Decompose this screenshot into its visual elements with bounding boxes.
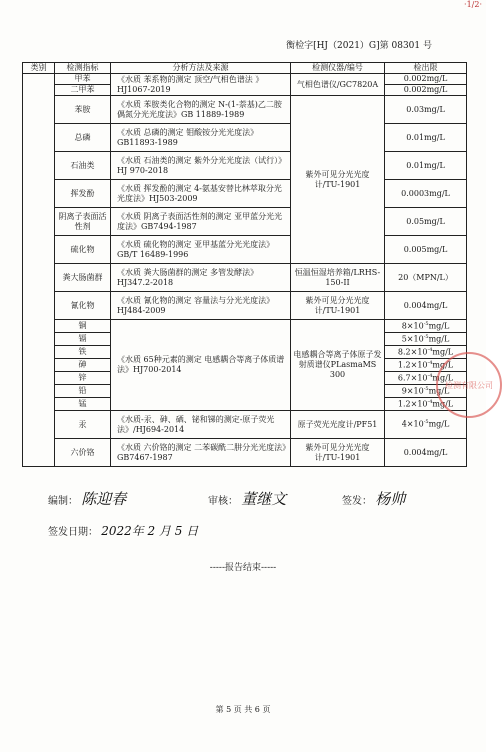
limit-cell: 0.01mg/L (385, 152, 467, 180)
limit-cell: 0.01mg/L (385, 124, 467, 152)
instrument-cell: 原子荧光光度计/PF51 (291, 411, 385, 439)
indicator-cell: 铜 (55, 320, 111, 333)
method-cell: 《水质 总磷的测定 钼酸铵分光光度法》GB11893-1989 (111, 124, 291, 152)
reviewer-signature: 董继文 (241, 490, 287, 508)
limit-cell: $8\times 10^{-5}mg/L$ (385, 320, 467, 333)
indicator-cell: 粪大肠菌群 (55, 264, 111, 292)
table-row (23, 74, 467, 85)
limit-cell: 0.004mg/L (385, 292, 467, 320)
method-cell: 《水质 硫化物的测定 亚甲基蓝分光光度法》GB/T 16489-1996 (111, 236, 291, 264)
instrument-cell: 恒温恒湿培养箱/LRHS-150-II (291, 264, 385, 292)
instrument-cell: 紫外可见分光光度计/TU-1901 (291, 292, 385, 320)
header-category: 类别 (23, 63, 55, 74)
table-row (23, 180, 467, 208)
table-row (23, 208, 467, 236)
page-number: 第 5 页 共 6 页 (215, 705, 271, 714)
indicator-cell: 锌 (55, 372, 111, 385)
limit-cell: $6.7\times 10^{-4}mg/L$ (385, 372, 467, 385)
table-header-row (23, 63, 467, 74)
method-cell: 《水质 阴离子表面活性剂的测定 亚甲蓝分光光度法》GB7494-1987 (111, 208, 291, 236)
method-cell: 《水质 苯胺类化合物的测定 N-(1-萘基)乙二胺偶氮分光光度法》GB 11889-1989 (111, 96, 291, 124)
method-cell: 《水质 65种元素的测定 电感耦合等离子体质谱法》HJ700-2014 (111, 320, 291, 411)
table-row (23, 152, 467, 180)
instrument-cell: 紫外可见分光光度计/TU-1901 (291, 96, 385, 264)
report-end-note: -----报告结束----- (209, 563, 277, 573)
table-row (23, 292, 467, 320)
signer-block (342, 488, 405, 509)
indicator-cell: 苯胺 (55, 96, 111, 124)
limit-cell: 0.0003mg/L (385, 180, 467, 208)
issue-date-value: 2022年 2 月 5 日 (101, 524, 199, 538)
category-cell (23, 74, 55, 467)
detection-method-table (22, 62, 467, 467)
limit-cell: 0.005mg/L (385, 236, 467, 264)
corner-mark: ·1/2· (464, 0, 482, 9)
table-row (23, 236, 467, 264)
indicator-cell: 砷 (55, 359, 111, 372)
limit-cell: $5\times 10^{-5}mg/L$ (385, 333, 467, 346)
signer-signature: 杨帅 (375, 490, 406, 508)
indicator-cell: 铅 (55, 385, 111, 398)
signer-label: 签发： (342, 496, 372, 507)
indicator-cell: 镉 (55, 333, 111, 346)
limit-cell: $4\times 10^{-5}mg/L$ (385, 411, 467, 439)
table-row (23, 320, 467, 333)
limit-cell: 0.002mg/L (385, 85, 467, 96)
reviewer-block (208, 488, 286, 509)
method-cell: 《水质 粪大肠菌群的测定 多管发酵法》HJ347.2-2018 (111, 264, 291, 292)
limit-cell: $9\times 10^{-5}mg/L$ (385, 385, 467, 398)
issue-date-block (48, 522, 198, 539)
table-row (23, 439, 467, 467)
reviewer-label: 审核： (208, 496, 238, 507)
editor-block (48, 488, 126, 509)
indicator-cell: 二甲苯 (55, 85, 111, 96)
report-code: 衡检字[HJ（2021）G]第 08301 号 (286, 41, 432, 51)
limit-cell: 0.004mg/L (385, 439, 467, 467)
issue-date-label: 签发日期： (48, 527, 98, 538)
method-cell: 《水质-汞、砷、硒、铋和锑的测定-原子荧光法》/HJ694-2014 (111, 411, 291, 439)
indicator-cell: 铁 (55, 346, 111, 359)
company-seal (434, 350, 504, 420)
editor-label: 编制： (48, 496, 78, 507)
indicator-cell: 甲苯 (55, 74, 111, 85)
table-row (23, 411, 467, 439)
header-instrument: 检测仪器/编号 (291, 63, 385, 74)
indicator-cell: 硫化物 (55, 236, 111, 264)
editor-signature: 陈迎春 (81, 490, 127, 508)
instrument-cell: 电感耦合等离子体原子发射质谱仪PLasmaMS 300 (291, 320, 385, 411)
method-cell: 《水质 石油类的测定 紫外分光光度法（试行）》 HJ 970-2018 (111, 152, 291, 180)
method-cell: 《水质 氰化物的测定 容量法与分光光度法》HJ484-2009 (111, 292, 291, 320)
limit-cell: $8.2\times 10^{-4}mg/L$ (385, 346, 467, 359)
instrument-cell: 气相色谱仪/GC7820A (291, 74, 385, 96)
table-row (23, 96, 467, 124)
limit-cell: 0.03mg/L (385, 96, 467, 124)
indicator-cell: 氰化物 (55, 292, 111, 320)
header-limit: 检出限 (385, 63, 467, 74)
header-indicator: 检测指标 (55, 63, 111, 74)
table-row (23, 124, 467, 152)
indicator-cell: 总磷 (55, 124, 111, 152)
limit-cell: 0.05mg/L (385, 208, 467, 236)
instrument-cell: 紫外可见分光光度计/TU-1901 (291, 439, 385, 467)
method-cell: 《水质 苯系物的测定 顶空/气相色谱法 》HJ1067-2019 (111, 74, 291, 96)
indicator-cell: 六价铬 (55, 439, 111, 467)
indicator-cell: 阴离子表面活性剂 (55, 208, 111, 236)
indicator-cell: 石油类 (55, 152, 111, 180)
limit-cell: $1.2\times 10^{-4}mg/L$ (385, 359, 467, 372)
indicator-cell: 挥发酚 (55, 180, 111, 208)
company-seal-text: 检测有限公司 (445, 381, 493, 390)
header-method: 分析方法及来源 (111, 63, 291, 74)
indicator-cell: 锰 (55, 398, 111, 411)
method-cell: 《水质 挥发酚的测定 4-氨基安替比林萃取分光光度法》HJ503-2009 (111, 180, 291, 208)
method-cell: 《水质 六价铬的测定 二苯碳酰二肼分光光度法》GB7467-1987 (111, 439, 291, 467)
limit-cell: 20（MPN/L） (385, 264, 467, 292)
limit-cell: 0.002mg/L (385, 74, 467, 85)
limit-cell: $1.2\times 10^{-4}mg/L$ (385, 398, 467, 411)
indicator-cell: 汞 (55, 411, 111, 439)
table-row (23, 264, 467, 292)
